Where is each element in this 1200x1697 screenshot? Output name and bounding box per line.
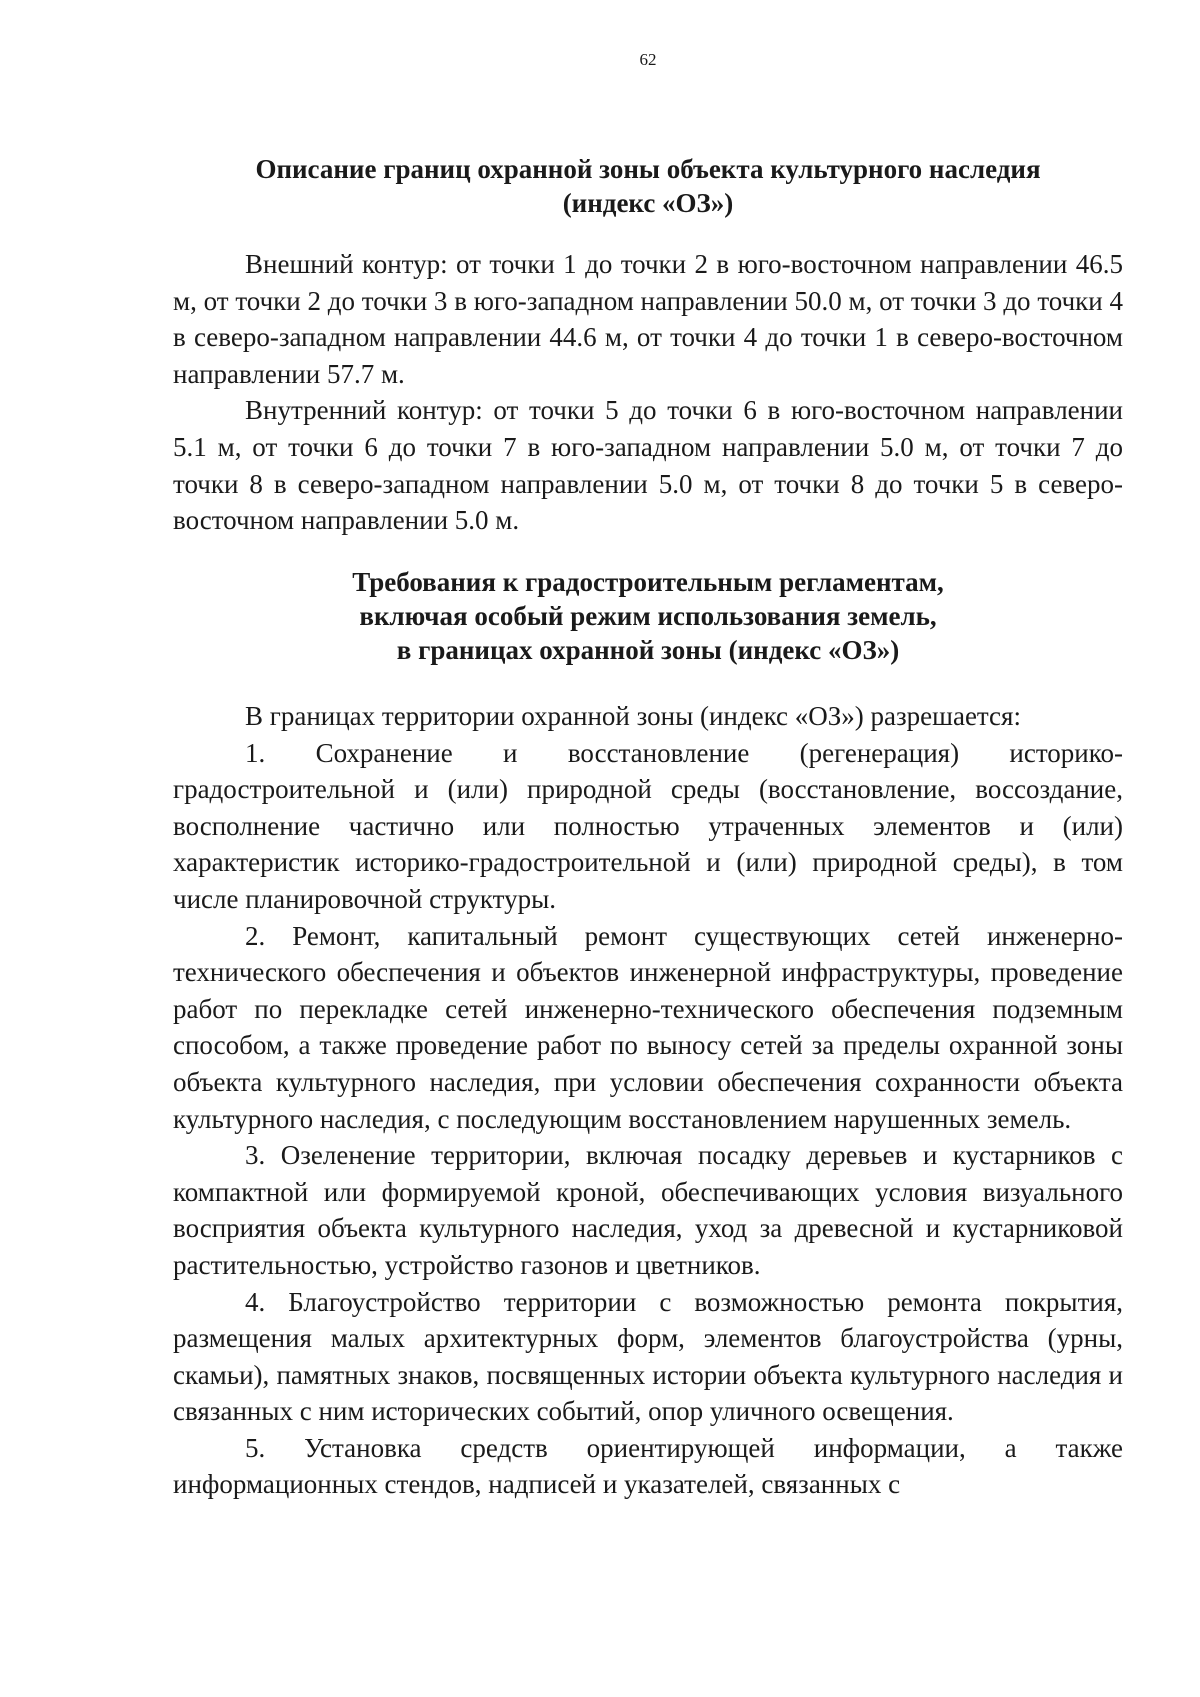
- requirement-item-5: 5. Установка средств ориентирующей информации, а также информационных стендов, надписей и указателей, связанных с: [173, 1432, 1123, 1500]
- requirements-list: [173, 698, 1123, 1503]
- section-title-line: Описание границ охранной зоны объекта культурного наследия: [255, 154, 1041, 184]
- section-title-line: включая особый режим использования земель,: [359, 601, 937, 631]
- section-title-boundaries: [173, 152, 1123, 220]
- inner-contour-paragraph: Внутренний контур: от точки 5 до точки 6 в юго-восточном направлении 5.1 м, от точки 6 до точки 7 в юго-западном направлении 5.0 м, от точки 7 до точки 8 в северо-западном направлении 5.0 м, от точки 8 до точки 5 в северо-восточном направлении 5.0 м.: [173, 395, 1123, 536]
- section-title-line: Требования к градостроительным регламентам,: [352, 567, 944, 597]
- requirements-intro: В границах территории охранной зоны (индекс «ОЗ») разрешается:: [245, 701, 1021, 731]
- boundaries-description: [173, 246, 1123, 539]
- page-number: 62: [639, 50, 657, 69]
- requirement-item-3: 3. Озеленение территории, включая посадку деревьев и кустарников с компактной или формируемой кроной, обеспечивающих условия визуального восприятия объекта культурного наследия, уход за древесной и кустарниковой растительностью, устройство газонов и цветников.: [173, 1140, 1123, 1280]
- requirement-item-1: 1. Сохранение и восстановление (регенерация) историко-градостроительной и (или) природной среды (восстановление, воссоздание, восполнение частично или полностью утраченных элементов и (или) характеристик историко-градостроительной и (или) природной среды), в том числе планировочной структуры.: [173, 737, 1123, 914]
- requirement-item-2: 2. Ремонт, капитальный ремонт существующих сетей инженерно-технического обеспечения и объектов инженерной инфраструктуры, проведение работ по перекладке сетей инженерно-технического обеспечения подземным способом, а также проведение работ по выносу сетей за пределы охранной зоны объекта культурного наследия, при условии обеспечения сохранности объекта культурного наследия, с последующим восстановлением нарушенных земель.: [173, 920, 1123, 1134]
- outer-contour-paragraph: Внешний контур: от точки 1 до точки 2 в юго-восточном направлении 46.5 м, от точки 2 до точки 3 в юго-западном направлении 50.0 м, от точки 3 до точки 4 в северо-западном направлении 44.6 м, от точки 4 до точки 1 в северо-восточном направлении 57.7 м.: [173, 249, 1123, 389]
- section-title-line: (индекс «ОЗ»): [562, 188, 734, 218]
- section-title-line: в границах охранной зоны (индекс «ОЗ»): [396, 635, 900, 665]
- requirement-item-4: 4. Благоустройство территории с возможностью ремонта покрытия, размещения малых архитектурных форм, элементов благоустройства (урны, скамьи), памятных знаков, посвященных истории объекта культурного наследия и связанных с ним исторических событий, опор уличного освещения.: [173, 1286, 1123, 1427]
- section-title-requirements: [173, 565, 1123, 667]
